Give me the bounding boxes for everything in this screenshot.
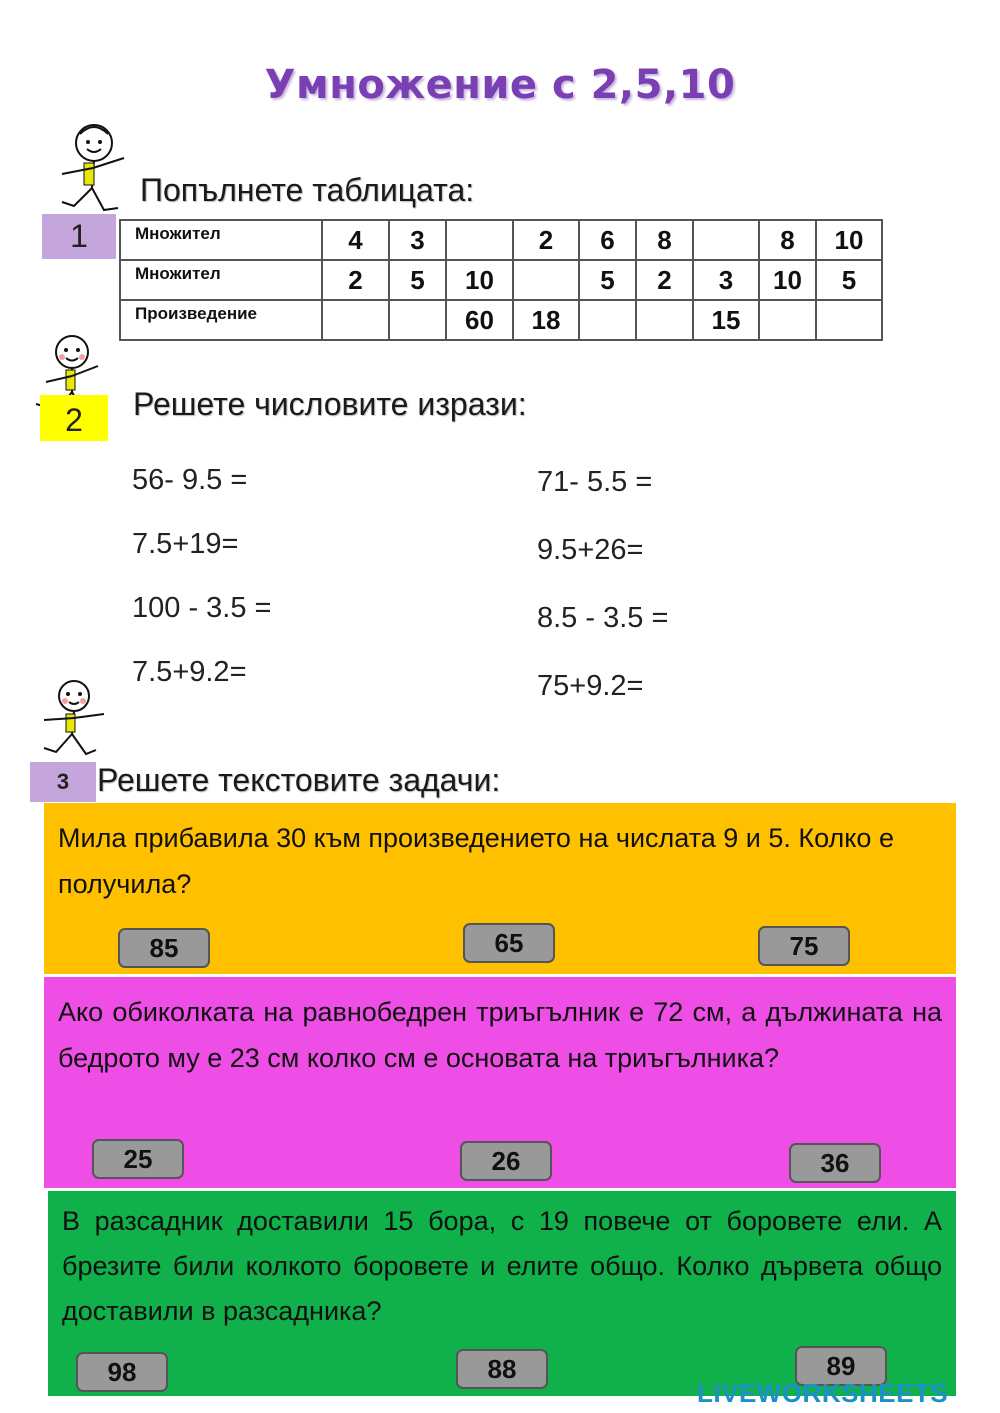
table-cell: 8: [636, 220, 693, 260]
expression: 75+9.2=: [537, 670, 644, 702]
table-cell[interactable]: [693, 220, 759, 260]
table-cell: 5: [389, 260, 446, 300]
expression: 7.5+9.2=: [132, 656, 247, 688]
answer-option-26[interactable]: 26: [460, 1141, 552, 1181]
section-1-heading: Попълнете таблицата:: [140, 172, 475, 208]
section-3-badge: 3: [30, 762, 96, 802]
problem-1-panel: [44, 803, 956, 974]
section-2-heading: Решете числовите изрази:: [133, 386, 527, 422]
row-label: Множител: [120, 220, 322, 260]
table-cell[interactable]: [322, 300, 389, 340]
table-cell: 5: [579, 260, 636, 300]
answer-option-25[interactable]: 25: [92, 1139, 184, 1179]
expression: 100 - 3.5 =: [132, 592, 272, 624]
table-cell: 10: [759, 260, 816, 300]
problem-3-panel: [48, 1191, 956, 1396]
answer-option-65[interactable]: 65: [463, 923, 555, 963]
table-cell[interactable]: [513, 260, 579, 300]
table-cell: 2: [636, 260, 693, 300]
table-cell: 10: [446, 260, 513, 300]
table-cell[interactable]: [816, 300, 882, 340]
table-cell: 4: [322, 220, 389, 260]
row-label: Множител: [120, 260, 322, 300]
answer-option-89[interactable]: 89: [795, 1346, 887, 1386]
problem-2-panel: [44, 977, 956, 1188]
table-cell[interactable]: [579, 300, 636, 340]
table-cell[interactable]: [389, 300, 446, 340]
answer-option-85[interactable]: 85: [118, 928, 210, 968]
expression: 71- 5.5 =: [537, 466, 653, 498]
answer-option-88[interactable]: 88: [456, 1349, 548, 1389]
cartoon-kid-1: [44, 118, 134, 218]
cartoon-kid-3: [32, 676, 112, 761]
expression: 7.5+19=: [132, 528, 239, 560]
table-cell[interactable]: [759, 300, 816, 340]
table-row: [120, 220, 882, 260]
table-cell: 2: [322, 260, 389, 300]
table-cell[interactable]: [636, 300, 693, 340]
section-1-badge: 1: [42, 214, 116, 259]
section-2-badge: 2: [40, 395, 108, 441]
answer-option-98[interactable]: 98: [76, 1352, 168, 1392]
answer-option-36[interactable]: 36: [789, 1143, 881, 1183]
expression: 8.5 - 3.5 =: [537, 602, 669, 634]
table-cell: 15: [693, 300, 759, 340]
problem-1-text: Мила прибавила 30 към произведението на числата 9 и 5. Колко е получила?: [58, 823, 894, 899]
table-cell: 3: [693, 260, 759, 300]
section-3-heading: Решете текстовите задачи:: [97, 762, 501, 798]
table-cell: 60: [446, 300, 513, 340]
problem-2-text: Ако обиколката на равнобедрен триъгълник е 72 см, а дължината на бедрото му е 23 см колко см е основата на триъгълника?: [58, 997, 942, 1073]
multiplication-table: [119, 219, 883, 341]
problem-3-text: В разсадник доставили 15 бора, с 19 повече от боровете ели. А брезите били колкото боровете и елите общо. Колко дървета общо доставили в разсадника?: [62, 1206, 942, 1326]
liveworksheets-watermark: LIVEWORKSHEETS: [697, 1378, 949, 1408]
table-cell: 3: [389, 220, 446, 260]
table-cell: 10: [816, 220, 882, 260]
table-cell: 2: [513, 220, 579, 260]
table-cell: 6: [579, 220, 636, 260]
expression: 9.5+26=: [537, 534, 644, 566]
expression: 56- 9.5 =: [132, 464, 248, 496]
table-cell: 5: [816, 260, 882, 300]
table-cell: 8: [759, 220, 816, 260]
table-cell: 18: [513, 300, 579, 340]
table-cell[interactable]: [446, 220, 513, 260]
page-title: Умножение с 2,5,10: [264, 62, 736, 108]
table-row: [120, 300, 882, 340]
table-row: [120, 260, 882, 300]
row-label: Произведение: [120, 300, 322, 340]
answer-option-75[interactable]: 75: [758, 926, 850, 966]
